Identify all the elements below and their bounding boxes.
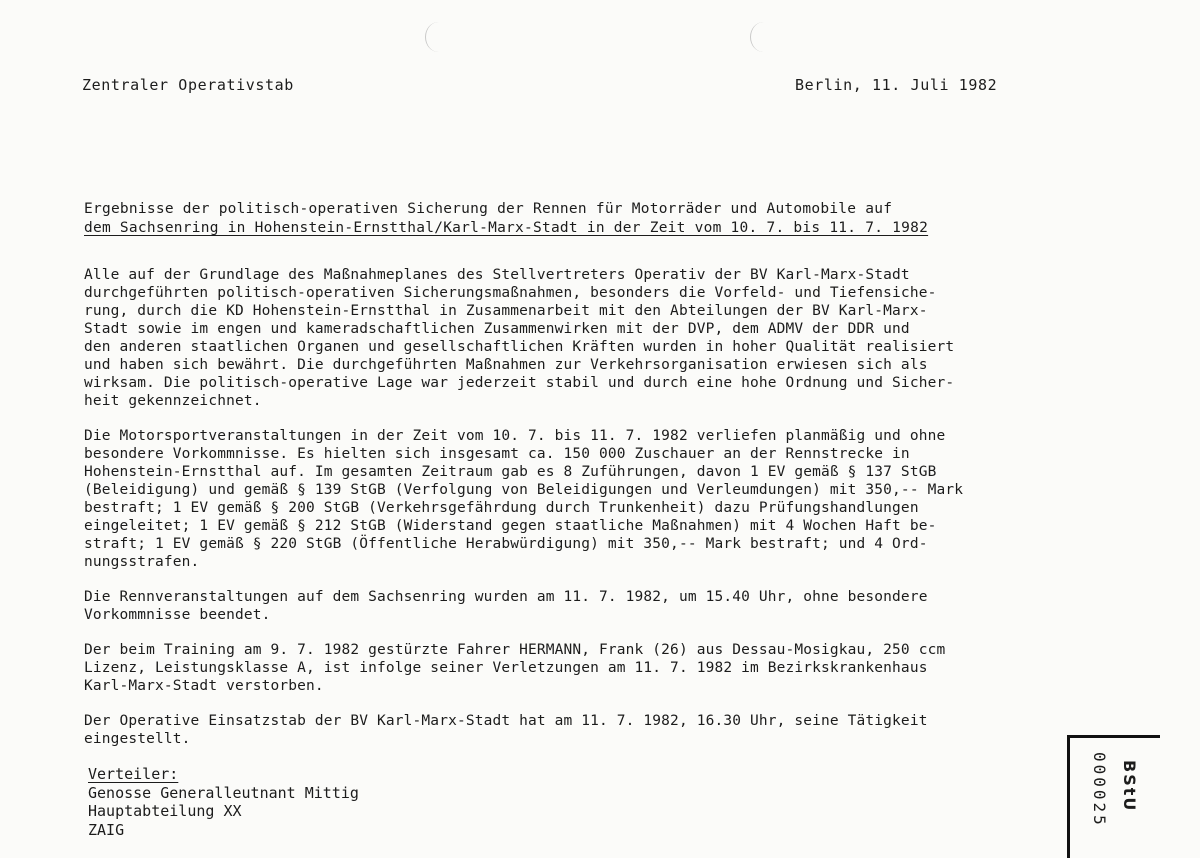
text-line: bestraft; 1 EV gemäß § 200 StGB (Verkehrsgefährdung durch Trunkenheit) dazu Prüfungshandlungen xyxy=(84,500,919,516)
paragraph-security-measures xyxy=(84,266,1134,410)
title-line: Ergebnisse der politisch-operativen Sicherung der Rennen für Motorräder und Automobile auf xyxy=(84,201,893,217)
text-line: Hohenstein-Ernstthal auf. Im gesamten Zeitraum gab es 8 Zuführungen, davon 1 EV gemäß § 137 StGB xyxy=(84,464,937,480)
paragraph-fatality xyxy=(84,641,1134,695)
report-body xyxy=(84,266,1134,765)
text-line: Der Operative Einsatzstab der BV Karl-Marx-Stadt hat am 11. 7. 1982, 16.30 Uhr, seine Tätigkeit xyxy=(84,713,928,729)
text-line: Der beim Training am 9. 7. 1982 gestürzte Fahrer HERMANN, Frank (26) aus Dessau-Mosigkau, 250 ccm xyxy=(84,642,946,658)
text-line: Karl-Marx-Stadt verstorben. xyxy=(84,678,324,694)
sender-office: Zentraler Operativstab xyxy=(82,76,294,94)
text-line: besondere Vorkommnisse. Es hielten sich insgesamt ca. 150 000 Zuschauer an der Rennstrecke in xyxy=(84,446,910,462)
text-line: Die Rennveranstaltungen auf dem Sachsenring wurden am 11. 7. 1982, um 15.40 Uhr, ohne besondere xyxy=(84,589,928,605)
text-line: wirksam. Die politisch-operative Lage war jederzeit stabil und durch eine hohe Ordnung und Sicher- xyxy=(84,375,955,391)
paragraph-closing xyxy=(84,712,1134,748)
title-line-underlined: dem Sachsenring in Hohenstein-Ernstthal/Karl-Marx-Stadt in der Zeit vom 10. 7. bis 11. 7. 1982 xyxy=(84,220,929,236)
text-line: nungsstrafen. xyxy=(84,554,200,570)
text-line: Vorkommnisse beendet. xyxy=(84,607,271,623)
distribution-recipient: ZAIG xyxy=(88,820,125,839)
text-line: und haben sich bewährt. Die durchgeführten Maßnahmen zur Verkehrsorganisation erwiesen sich als xyxy=(84,357,928,373)
text-line: den anderen staatlichen Organen und gesellschaftlichen Kräften wurden in hoher Qualität realisiert xyxy=(84,339,955,355)
document-title xyxy=(84,200,1084,238)
paragraph-race-end xyxy=(84,588,1134,624)
text-line: straft; 1 EV gemäß § 220 StGB (Öffentliche Herabwürdigung) mit 350,-- Mark bestraft; und 4 Ord- xyxy=(84,536,928,552)
distribution-heading: Verteiler: xyxy=(88,765,179,783)
punch-hole-mark xyxy=(750,22,777,52)
text-line: Stadt sowie im engen und kameradschaftlichen Zusammenwirken mit der DVP, dem ADMV der DDR und xyxy=(84,321,910,337)
distribution-recipient: Hauptabteilung XX xyxy=(88,802,242,820)
paragraph-events-incidents xyxy=(84,427,1134,571)
text-line: Alle auf der Grundlage des Maßnahmeplanes des Stellvertreters Operativ der BV Karl-Marx-Stadt xyxy=(84,267,910,283)
text-line: heit gekennzeichnet. xyxy=(84,393,262,409)
archive-stamp-frame xyxy=(1067,735,1160,858)
text-line: durchgeführten politisch-operativen Sicherungsmaßnahmen, besonders die Vorfeld- und Tiefensiche- xyxy=(84,285,937,301)
distribution-recipient: Genosse Generalleutnant Mittig xyxy=(88,783,359,802)
text-line: Die Motorsportveranstaltungen in der Zeit vom 10. 7. bis 11. 7. 1982 verliefen planmäßig und ohne xyxy=(84,428,946,444)
text-line: eingestellt. xyxy=(84,731,191,747)
punch-hole-mark xyxy=(425,22,452,52)
archive-stamp-label: BStU xyxy=(1120,760,1139,813)
text-line: eingeleitet; 1 EV gemäß § 212 StGB (Widerstand gegen staatliche Maßnahmen) mit 4 Wochen Haft be- xyxy=(84,518,937,534)
place-date: Berlin, 11. Juli 1982 xyxy=(795,76,998,94)
text-line: (Beleidigung) und gemäß § 139 StGB (Verfolgung von Beleidigungen und Verleumdungen) mit 350,-- Mark xyxy=(84,482,964,498)
text-line: Lizenz, Leistungsklasse A, ist infolge seiner Verletzungen am 11. 7. 1982 im Bezirkskrankenhaus xyxy=(84,660,928,676)
archive-page-number: 000025 xyxy=(1090,752,1109,828)
text-line: rung, durch die KD Hohenstein-Ernstthal in Zusammenarbeit mit den Abteilungen der BV Karl-Marx- xyxy=(84,303,928,319)
distribution-list xyxy=(88,765,359,839)
